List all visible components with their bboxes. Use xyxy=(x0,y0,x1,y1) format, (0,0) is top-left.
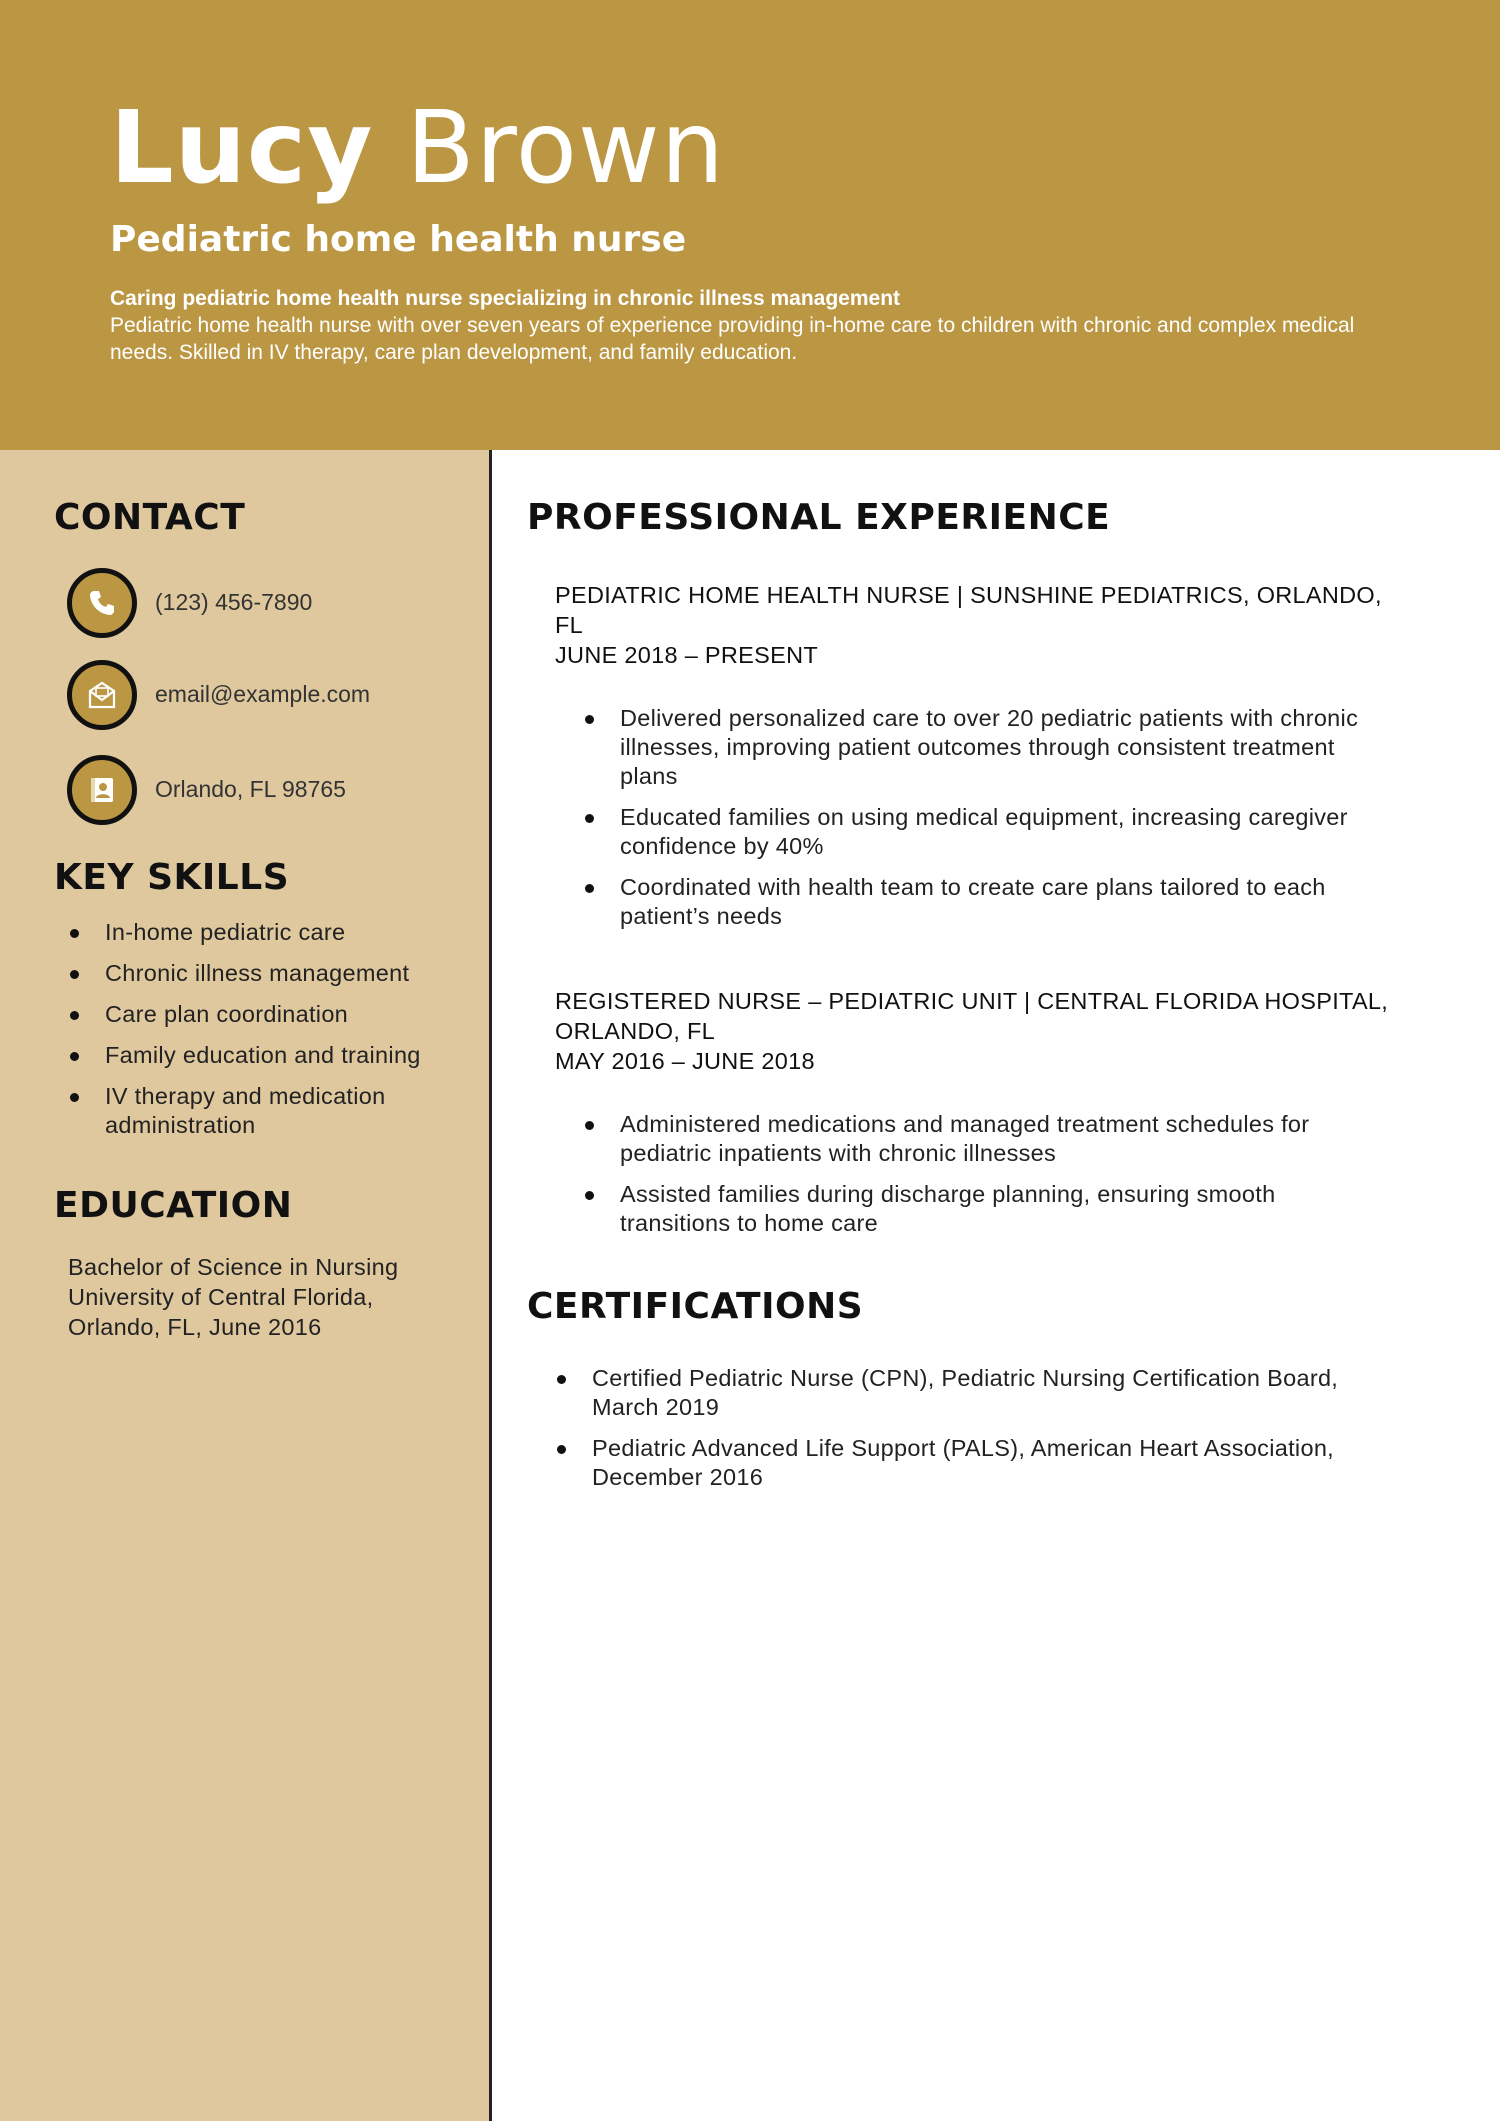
phone-number: (123) 456-7890 xyxy=(155,589,313,615)
education-entry xyxy=(68,1252,468,1342)
job-role: PEDIATRIC HOME HEALTH NURSE | SUNSHINE PEDIATRICS, ORLANDO, FL xyxy=(555,582,1382,638)
job-bullet: Administered medications and managed treatment schedules for pediatric inpatients with chronic illnesses xyxy=(555,1110,1375,1168)
resume-header xyxy=(0,0,1500,450)
phone-icon xyxy=(67,568,137,638)
education-degree: Bachelor of Science in Nursing xyxy=(68,1254,399,1280)
skill-item: Family education and training xyxy=(54,1041,464,1070)
skill-item: In-home pediatric care xyxy=(54,918,464,947)
skills-heading: KEY SKILLS xyxy=(54,857,290,898)
first-name: Lucy xyxy=(110,89,374,206)
certifications-list xyxy=(527,1364,1387,1504)
job-role: REGISTERED NURSE – PEDIATRIC UNIT | CENTRAL FLORIDA HOSPITAL, ORLANDO, FL xyxy=(555,988,1389,1044)
education-school: University of Central Florida, xyxy=(68,1284,374,1310)
contact-phone xyxy=(67,568,467,638)
job-entry xyxy=(555,986,1415,1250)
experience-heading: PROFESSIONAL EXPERIENCE xyxy=(527,497,1111,538)
education-location-date: Orlando, FL, June 2016 xyxy=(68,1314,322,1340)
contact-heading: CONTACT xyxy=(54,497,246,538)
certification-item: Certified Pediatric Nurse (CPN), Pediatric Nursing Certification Board, March 2019 xyxy=(527,1364,1387,1422)
skill-item: Chronic illness management xyxy=(54,959,464,988)
job-dates: JUNE 2018 – PRESENT xyxy=(555,642,818,668)
job-bullets xyxy=(555,1110,1375,1238)
contact-location xyxy=(67,755,467,825)
skills-list xyxy=(54,918,464,1152)
certifications-heading: CERTIFICATIONS xyxy=(527,1286,864,1327)
candidate-name xyxy=(110,88,725,208)
job-bullets xyxy=(555,704,1375,931)
job-bullet: Assisted families during discharge planning, ensuring smooth transitions to home care xyxy=(555,1180,1375,1238)
job-bullet: Delivered personalized care to over 20 pediatric patients with chronic illnesses, improving patient outcomes through consistent treatment plans xyxy=(555,704,1375,791)
envelope-icon xyxy=(67,660,137,730)
skill-item: Care plan coordination xyxy=(54,1000,464,1029)
last-name: Brown xyxy=(406,89,726,206)
summary-headline: Caring pediatric home health nurse specializing in chronic illness management xyxy=(110,287,901,310)
education-heading: EDUCATION xyxy=(54,1185,293,1226)
column-divider xyxy=(489,450,492,2121)
job-bullet: Educated families on using medical equipment, increasing caregiver confidence by 40% xyxy=(555,803,1375,861)
email-address: email@example.com xyxy=(155,681,371,707)
job-title: Pediatric home health nurse xyxy=(110,219,687,260)
job-dates: MAY 2016 – JUNE 2018 xyxy=(555,1048,815,1074)
address-book-icon xyxy=(67,755,137,825)
location-text: Orlando, FL 98765 xyxy=(155,776,346,802)
skill-item: IV therapy and medication administration xyxy=(54,1082,464,1140)
job-entry xyxy=(555,580,1415,943)
job-bullet: Coordinated with health team to create care plans tailored to each patient’s needs xyxy=(555,873,1375,931)
certification-item: Pediatric Advanced Life Support (PALS), American Heart Association, December 2016 xyxy=(527,1434,1387,1492)
summary-text: Pediatric home health nurse with over seven years of experience providing in-home care to children with chronic and complex medical needs. Skilled in IV therapy, care plan development, and family education. xyxy=(110,314,1355,364)
contact-email xyxy=(67,660,467,730)
